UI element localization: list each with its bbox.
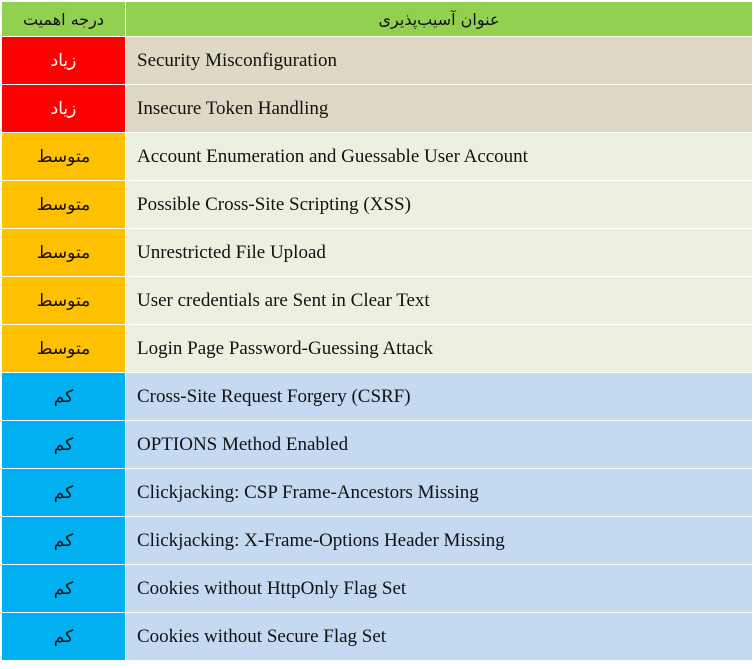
severity-cell: متوسط [2,325,126,373]
vulnerability-title-cell: Clickjacking: X-Frame-Options Header Missing [126,517,753,565]
vulnerability-title-cell: Insecure Token Handling [126,85,753,133]
severity-cell: متوسط [2,181,126,229]
severity-column-header: درجه اهمیت [2,2,126,37]
vulnerability-table [1,1,753,661]
table-row [2,565,753,613]
severity-cell: کم [2,565,126,613]
severity-cell: متوسط [2,229,126,277]
table-row [2,133,753,181]
table-row [2,613,753,661]
table-row [2,469,753,517]
vulnerability-title-cell: User credentials are Sent in Clear Text [126,277,753,325]
table-row [2,517,753,565]
table-row [2,229,753,277]
severity-cell: زیاد [2,37,126,85]
vulnerability-title-cell: OPTIONS Method Enabled [126,421,753,469]
vulnerability-title-cell: Cookies without HttpOnly Flag Set [126,565,753,613]
severity-cell: کم [2,373,126,421]
table-header-row [2,2,753,37]
vulnerability-title-cell: Cookies without Secure Flag Set [126,613,753,661]
vulnerability-title-cell: Clickjacking: CSP Frame-Ancestors Missing [126,469,753,517]
vulnerability-title-cell: Security Misconfiguration [126,37,753,85]
vulnerability-title-cell: Account Enumeration and Guessable User Account [126,133,753,181]
severity-cell: کم [2,613,126,661]
table-row [2,85,753,133]
table-row [2,181,753,229]
table-row [2,421,753,469]
table-row [2,37,753,85]
title-column-header: عنوان آسیب‌پذیری [126,2,753,37]
severity-cell: کم [2,469,126,517]
table-row [2,277,753,325]
vulnerability-title-cell: Unrestricted File Upload [126,229,753,277]
severity-cell: متوسط [2,277,126,325]
vulnerability-title-cell: Login Page Password-Guessing Attack [126,325,753,373]
severity-cell: متوسط [2,133,126,181]
table-row [2,373,753,421]
vulnerability-title-cell: Possible Cross-Site Scripting (XSS) [126,181,753,229]
severity-cell: کم [2,421,126,469]
table-row [2,325,753,373]
severity-cell: کم [2,517,126,565]
vulnerability-title-cell: Cross-Site Request Forgery (CSRF) [126,373,753,421]
severity-cell: زیاد [2,85,126,133]
